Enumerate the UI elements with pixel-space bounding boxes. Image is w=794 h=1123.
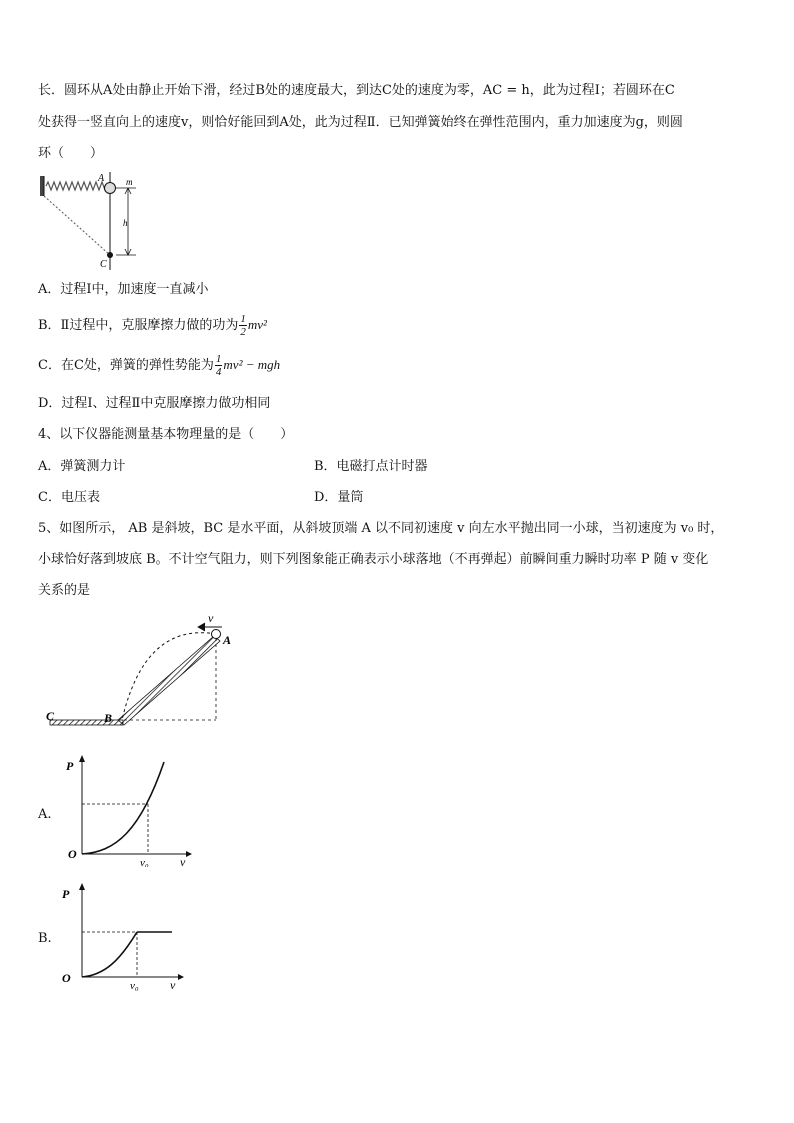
- fig-label-h: h: [123, 218, 128, 228]
- fig-label-a: A: [98, 173, 105, 184]
- q3-option-b-den: 2: [240, 326, 246, 338]
- q3-option-b-num: 1: [240, 313, 246, 325]
- q3-option-c-num: 1: [215, 353, 222, 365]
- q3-option-b-text: B．Ⅱ过程中，克服摩擦力做的功为: [38, 318, 239, 333]
- q4-option-a: A．弹簧测力计: [38, 459, 126, 474]
- fig-label-c2: C: [46, 709, 55, 723]
- fig-label-b: B: [104, 711, 113, 725]
- graph-b-origin: O: [62, 971, 71, 985]
- q3-option-b-fraction: [239, 313, 247, 338]
- q5-stem-line1: 5、如图所示， AB 是斜坡，BC 是水平面，从斜坡顶端 A 以不同初速度 v 向左水平抛出同一小球，当初速度为 v₀ 时，: [38, 521, 724, 536]
- graph-a-xlabel: v: [180, 855, 186, 867]
- q4-option-b: B．电磁打点计时器: [314, 459, 428, 474]
- q5-option-a-label: A.: [38, 807, 52, 822]
- q3-option-b-expr: mv²: [247, 317, 267, 332]
- q5-graph-b: [60, 880, 200, 995]
- q5-slope-figure: [40, 612, 250, 737]
- graph-a-ylabel: P: [66, 759, 74, 773]
- q4-option-c: C．电压表: [38, 490, 100, 505]
- q3-option-c-fraction: [215, 353, 223, 378]
- q3-option-c: [38, 348, 280, 383]
- q3-option-a: A．过程Ⅰ中，加速度一直减小: [38, 282, 209, 297]
- q5-option-b-label: B.: [38, 931, 52, 946]
- q5-graph-a: [60, 752, 200, 867]
- graph-b-tick: v₀: [130, 980, 139, 992]
- q3-option-c-expr: mv² − mgh: [223, 357, 281, 372]
- q5-stem-line2: 小球恰好落到坡底 B。不计空气阻力，则下列图象能正确表示小球落地（不再弹起）前瞬间重力瞬时功率 P 随 v 变化: [38, 552, 709, 567]
- graph-a-tick: v₀: [140, 857, 149, 867]
- fig-label-v: v: [208, 612, 214, 625]
- graph-a-origin: O: [68, 847, 77, 861]
- q3-stem-line3: 环（ ）: [38, 146, 104, 161]
- graph-b-xlabel: v: [170, 978, 176, 992]
- fig-label-c: C: [100, 259, 107, 270]
- q5-stem-line3: 关系的是: [38, 583, 91, 598]
- fig-label-m: m: [126, 177, 133, 187]
- q4-option-d: D．量筒: [314, 490, 364, 505]
- q4-stem: 4、以下仪器能测量基本物理量的是（ ）: [38, 427, 294, 442]
- q3-stem-line2: 处获得一竖直向上的速度v，则恰好能回到A处，此为过程Ⅱ．已知弹簧始终在弹性范围内，重力加速度为g，则圆: [38, 115, 683, 130]
- q3-option-c-den: 4: [215, 366, 222, 378]
- q3-stem-line1: 长．圆环从A处由静止开始下滑，经过B处的速度最大，到达C处的速度为零，AC = h，此为过程Ⅰ；若圆环在C: [38, 83, 675, 98]
- q3-spring-ring-figure: [38, 170, 148, 275]
- q3-option-b: [38, 308, 267, 343]
- graph-b-ylabel: P: [62, 887, 70, 901]
- q3-option-d: D．过程Ⅰ、过程Ⅱ中克服摩擦力做功相同: [38, 396, 271, 411]
- fig-label-a2: A: [223, 633, 232, 647]
- q3-option-c-text: C．在C处，弹簧的弹性势能为: [38, 358, 214, 373]
